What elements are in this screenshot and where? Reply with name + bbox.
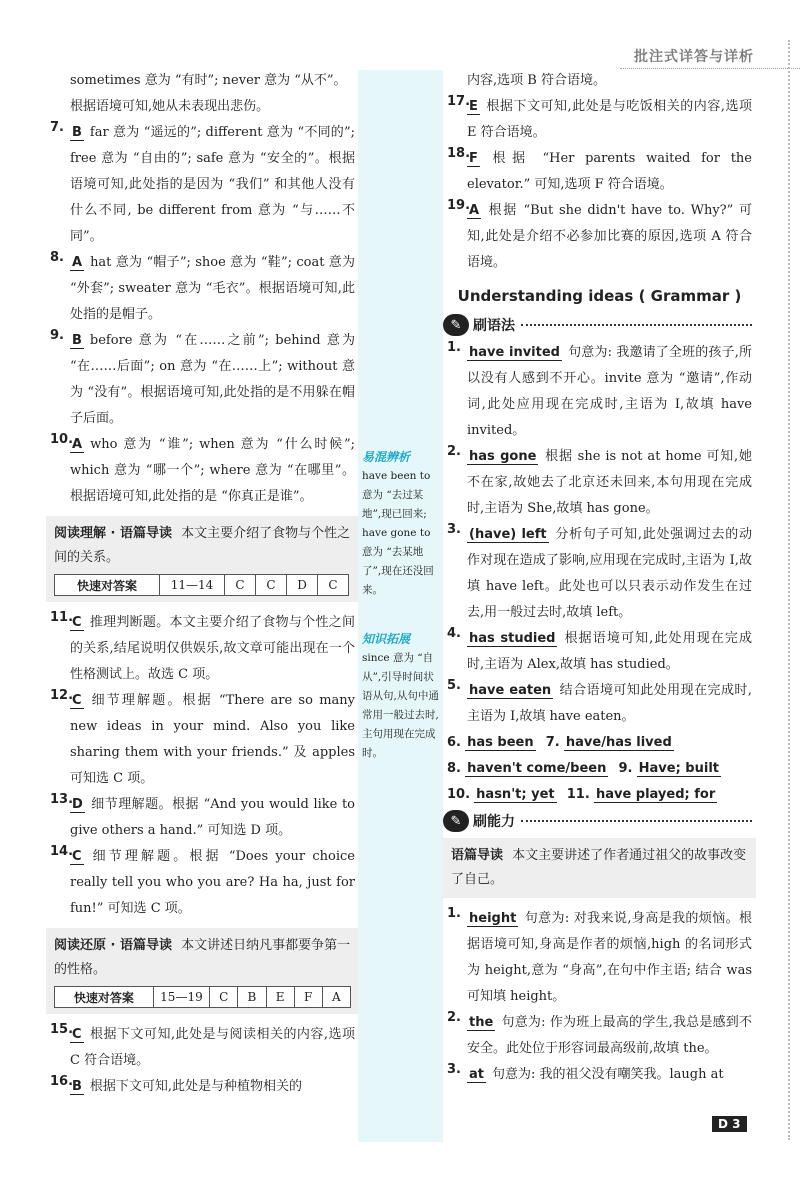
item-number: 17. [447,94,471,109]
item-number: 11. [50,610,74,625]
answer-pair-row [447,756,752,782]
answer-item [50,432,355,510]
answer-key: F [469,151,478,166]
item-number: 15. [50,1022,74,1037]
item-number: 12. [50,688,74,703]
guide-box [46,516,359,602]
answer-item [447,1010,752,1062]
answer-key: have invited [469,345,560,360]
explanation: 细节理解题。根据 “There are so many new ideas in your mind. Also you like sharing them with your friends.” 及 apples 可知选 C 项。 [70,693,355,786]
answer-item [50,1074,355,1100]
explanation: before 意为 “在……之前”; behind 意为 “在……后面”; on 意为 “在……上”; without 意为 “没有”。根据语境可知,此处指的是不用躲在帽子后面。 [70,333,355,426]
answer-key: has gone [469,449,537,464]
quick-answer-table [54,574,349,596]
item-number: 18. [447,146,471,161]
answer-key: (have) left [469,527,547,542]
answer-key: B [72,125,82,140]
answer-key: E [469,99,478,114]
explanation: 细节理解题。根据 “And you would like to give others a hand.” 可知选 D 项。 [70,797,355,838]
explanation: 根据 “Her parents waited for the elevator.” 可知,选项 F 符合语境。 [467,151,752,192]
answer-key: has studied [469,631,556,646]
explanation: far 意为 “遥远的”; different 意为 “不同的”; free 意为 “自由的”; safe 意为 “安全的”。根据语境可知,此处指的是因为 “我们” 和其他人没有什么不同, be different from 意为 “与……不同”。 [70,125,355,244]
answer-cell: E [266,987,294,1008]
item-number: 8. [447,761,461,776]
tag-label: 刷能力 [473,814,515,830]
explanation: 句意为: 我邀请了全班的孩子,所以没有人感到不开心。invite 意为 “邀请”,作动词,此处应用现在完成时,主语为 I,故填 have invited。 [467,345,752,438]
page-header [0,0,800,70]
answer-key: B [72,333,82,348]
answer-cell: B [238,987,266,1008]
edge-dotted-line [780,40,790,1140]
answer-key: C [72,693,82,708]
answer-key: hasn't; yet [476,787,555,802]
item-number: 13. [50,792,74,807]
answer-key: B [72,1079,82,1094]
answer-key: Have; built [638,761,719,776]
section-title: Understanding ideas ( Grammar ) [457,287,742,305]
explanation: 根据下文可知,此处是与阅读相关的内容,选项 C 符合语境。 [70,1027,355,1068]
continued-line: 内容,选项 B 符合语境。 [467,73,606,88]
header-title: 批注式详答与详析 [634,49,754,65]
item-number: 1. [447,906,461,921]
answer-cell: A [322,987,350,1008]
explanation: 句意为: 作为班上最高的学生,我总是感到不安全。此处位于形容词最高级前,故填 the。 [467,1015,752,1056]
answer-item [447,906,752,1010]
item-number: 3. [447,522,461,537]
answer-key: have/has lived [565,735,672,750]
answer-key: A [72,437,83,452]
answer-cell: C [256,575,287,596]
answer-key: C [72,615,82,630]
brush-icon: ✎ [443,810,469,832]
answer-cell: D [287,575,318,596]
answer-item [447,94,752,146]
note-label: 知识拓展 [362,632,411,646]
answer-item [50,250,355,328]
answer-item [50,688,355,792]
left-column [50,68,355,1100]
answer-key: A [469,203,480,218]
answer-pair-row [447,730,752,756]
item-number: 2. [447,444,461,459]
item-number: 9. [618,761,633,776]
answer-item [50,120,355,250]
tag-label: 刷语法 [473,318,515,334]
answer-cell: C [210,987,238,1008]
answer-cell: F [294,987,322,1008]
guide-box [46,928,359,1014]
explanation: hat 意为 “帽子”; shoe 意为 “鞋”; coat 意为 “外套”; sweater 意为 “毛衣”。根据语境可知,此处指的是帽子。 [70,255,355,322]
explanation: 根据 “But she didn't have to. Why?” 可知,此处是介绍不必参加比赛的原因,选项 A 符合语境。 [467,203,752,270]
item-number: 10. [447,787,471,802]
section-tag [443,314,752,336]
explanation: 根据 she is not at home 可知,她不在家,故她去了北京还未回来,本句用现在完成时,主语为 She,故填 has gone。 [467,449,752,516]
answer-cell: C [318,575,349,596]
answer-range: 11—14 [160,575,225,596]
explanation: 句意为: 我的祖父没有嘲笑我。laugh at [492,1067,724,1082]
item-number: 8. [50,250,64,265]
quick-answer-label: 快速对答案 [55,575,160,596]
item-number: 5. [447,678,461,693]
item-number: 14. [50,844,74,859]
answer-range: 15—19 [153,987,209,1008]
explanation: 推理判断题。本文主要介绍了食物与个性之间的关系,结尾说明仅供娱乐,故文章可能出现在一个性格测试上。故选 C 项。 [70,615,355,682]
quick-answer-table [54,986,351,1008]
annotation-strip [358,70,443,1142]
explanation: 细节理解题。根据 “Does your choice really tell you who you are? Ha ha, just for fun!” 可知选 C 项。 [70,849,355,916]
item-number: 16. [50,1074,74,1089]
answer-item [447,444,752,522]
item-number: 10. [50,432,74,447]
answer-item [447,626,752,678]
answer-pair-row [447,782,752,808]
section-tag [443,810,752,832]
guide-text: 本文主要讲述了作者通过祖父的故事改变了自己。 [451,848,747,887]
explanation: 结合语境可知此处用现在完成时,主语为 I,故填 have eaten。 [467,683,752,724]
item-number: 4. [447,626,461,641]
explanation: who 意为 “谁”; when 意为 “什么时候”; which 意为 “哪一个”; where 意为 “在哪里”。根据语境可知,此处指的是 “你真正是谁”。 [70,437,355,504]
answer-key: have eaten [469,683,552,698]
item-number: 6. [447,735,461,750]
answer-key: have played; for [595,787,716,802]
answer-key: has been [467,735,534,750]
answer-key: C [72,849,82,864]
guide-box [443,838,756,898]
guide-label: 阅读还原 · 语篇导读 [54,938,172,953]
note-text: have been to 意为 “去过某地”,现已回来; have gone to 意为 “去某地了”,现在还没回来。 [362,470,434,596]
item-number: 7. [545,735,560,750]
answer-item [50,1022,355,1074]
guide-label: 语篇导读 [451,848,504,863]
explanation: 句意为: 对我来说,身高是我的烦恼。根据语境可知,身高是作者的烦恼,high 的名词形式为 height,意为 “身高”,在句中作主语; 结合 was 可知填 height。 [467,911,752,1004]
intro-line: sometimes 意为 “有时”; never 意为 “从不”。 [70,73,347,88]
item-number: 19. [447,198,471,213]
answer-key: at [469,1067,484,1082]
intro-line: 根据语境可知,她从未表现出悲伤。 [70,99,270,114]
note-label: 易混辨析 [362,450,411,464]
answer-key: D [72,797,83,812]
answer-item [50,844,355,922]
answer-key: haven't come/been [467,761,607,776]
explanation: 根据下文可知,此处是与吃饭相关的内容,选项 E 符合语境。 [467,99,752,140]
item-number: 1. [447,340,461,355]
item-number: 2. [447,1010,461,1025]
guide-label: 阅读理解 · 语篇导读 [54,526,172,541]
answer-cell: C [225,575,256,596]
answer-item [50,610,355,688]
guide-text: 本文讲述日纳凡事都要争第一的性格。 [54,938,351,977]
right-column [447,68,752,1088]
explanation: 根据语境可知,此处用现在完成时,主语为 Alex,故填 has studied。 [467,631,752,672]
answer-item [447,146,752,198]
answer-item [447,340,752,444]
answer-item [447,1062,752,1088]
item-number: 7. [50,120,64,135]
brush-icon: ✎ [443,314,469,336]
explanation: 根据下文可知,此处是与种植物相关的 [89,1079,303,1094]
item-number: 3. [447,1062,461,1077]
item-number: 11. [566,787,590,802]
answer-item [50,792,355,844]
answer-key: height [469,911,517,926]
answer-item [447,678,752,730]
quick-answer-label: 快速对答案 [55,987,154,1008]
answer-key: C [72,1027,82,1042]
explanation: 分析句子可知,此处强调过去的动作对现在造成了影响,应用现在完成时,主语为 I,故填 have left。此处也可以只表示动作发生在过去,用一般过去时,故填 left。 [467,527,752,620]
page-number: D 3 [712,1116,747,1132]
note-text: since 意为 “自从”,引导时间状语从句,从句中通常用一般过去时,主句用现在完成时。 [362,652,439,759]
guide-text: 本文主要介绍了食物与个性之间的关系。 [54,526,351,565]
answer-key: the [469,1015,494,1030]
answer-key: A [72,255,83,270]
item-number: 9. [50,328,64,343]
dotted-rule [521,324,752,326]
annotation-note [362,630,440,763]
annotation-note [362,448,440,600]
answer-item [50,328,355,432]
answer-item [447,522,752,626]
dotted-rule [521,820,752,822]
answer-item [447,198,752,276]
